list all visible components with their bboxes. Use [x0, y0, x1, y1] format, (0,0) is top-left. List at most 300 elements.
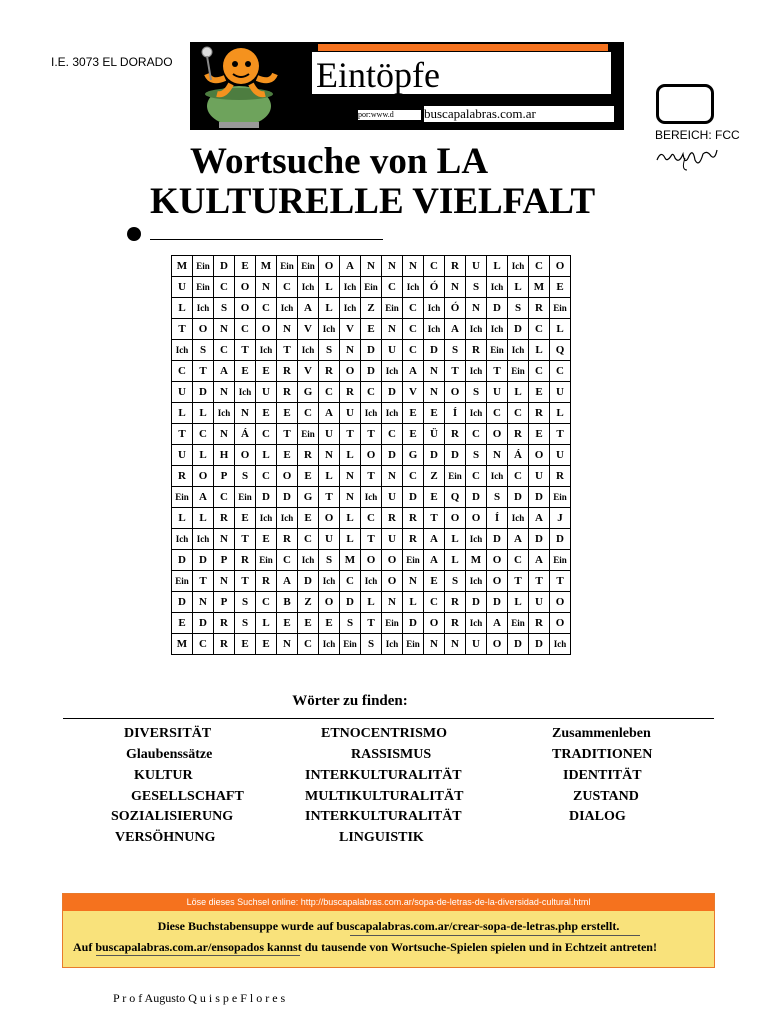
grid-cell: E [277, 445, 298, 466]
grid-cell: A [529, 550, 550, 571]
grid-cell: E [277, 403, 298, 424]
grid-cell: L [319, 466, 340, 487]
grid-cell: L [193, 508, 214, 529]
grid-cell: O [340, 361, 361, 382]
grid-cell: T [172, 424, 193, 445]
grid-cell: N [382, 466, 403, 487]
word-item: Glaubenssätze [126, 747, 213, 762]
grid-cell: T [193, 361, 214, 382]
grid-cell: L [172, 403, 193, 424]
grid-cell: M [172, 256, 193, 277]
grid-cell: D [487, 592, 508, 613]
grid-cell: C [487, 403, 508, 424]
grid-cell: Q [445, 487, 466, 508]
grid-cell: D [193, 613, 214, 634]
grid-cell: D [298, 571, 319, 592]
grid-cell: Ich [403, 277, 424, 298]
grid-cell: Ich [277, 508, 298, 529]
grid-cell: Ich [172, 340, 193, 361]
grid-cell: C [298, 403, 319, 424]
grid-cell: B [277, 592, 298, 613]
grid-cell: R [529, 613, 550, 634]
grid-cell: Ich [487, 466, 508, 487]
grid-cell: E [529, 424, 550, 445]
grid-cell: C [277, 550, 298, 571]
grid-cell: Ein [550, 298, 571, 319]
grid-cell: U [172, 445, 193, 466]
grid-cell: Ein [256, 550, 277, 571]
grid-row [172, 403, 571, 424]
grid-cell: Ein [508, 613, 529, 634]
grid-cell: L [487, 256, 508, 277]
grid-cell: D [508, 487, 529, 508]
grid-cell: Ich [319, 319, 340, 340]
grid-cell: C [424, 592, 445, 613]
grid-cell: L [340, 445, 361, 466]
grid-cell: A [277, 571, 298, 592]
grid-cell: A [424, 550, 445, 571]
grid-cell: M [256, 256, 277, 277]
grid-cell: T [340, 424, 361, 445]
grid-cell: Ó [445, 298, 466, 319]
grid-cell: R [529, 298, 550, 319]
grid-cell: D [550, 529, 571, 550]
grid-cell: V [340, 319, 361, 340]
footer-play-text: Auf buscapalabras.com.ar/ensopados kannst du tausende von Wortsuche-Spielen spielen und in Echtzeit antreten! [73, 940, 657, 954]
grid-cell: L [256, 613, 277, 634]
grid-cell: L [403, 592, 424, 613]
word-item: Zusammenleben [552, 726, 651, 741]
grid-cell: N [235, 403, 256, 424]
footer-online-link[interactable]: Löse dieses Suchsel online: http://buscapalabras.com.ar/sopa-de-letras-de-la-diversidad-cultural.html [63, 894, 714, 911]
grid-row [172, 277, 571, 298]
grid-cell: T [361, 424, 382, 445]
grid-cell: D [508, 319, 529, 340]
grid-cell: L [172, 298, 193, 319]
grid-cell: N [382, 256, 403, 277]
grid-cell: C [403, 319, 424, 340]
grid-cell: O [550, 256, 571, 277]
grid-cell: E [256, 361, 277, 382]
grid-cell: C [508, 403, 529, 424]
grid-cell: O [193, 319, 214, 340]
grid-cell: Ich [424, 319, 445, 340]
grid-cell: U [466, 256, 487, 277]
grid-cell: R [550, 466, 571, 487]
grid-cell: E [403, 424, 424, 445]
grid-cell: T [361, 466, 382, 487]
grid-cell: C [235, 319, 256, 340]
grid-cell: D [424, 445, 445, 466]
grid-cell: O [529, 445, 550, 466]
grid-cell: Ich [424, 298, 445, 319]
grid-cell: R [256, 571, 277, 592]
grid-cell: R [298, 445, 319, 466]
grid-cell: C [340, 571, 361, 592]
grid-cell: E [550, 277, 571, 298]
grid-cell: Ein [298, 256, 319, 277]
grid-cell: Ein [382, 613, 403, 634]
grid-cell: U [256, 382, 277, 403]
grid-cell: Ich [382, 403, 403, 424]
grid-cell: N [319, 445, 340, 466]
grid-cell: E [424, 487, 445, 508]
grid-cell: Ein [487, 340, 508, 361]
grid-cell: N [214, 424, 235, 445]
grid-cell: A [487, 613, 508, 634]
grid-cell: N [382, 319, 403, 340]
grid-cell: T [235, 340, 256, 361]
grid-cell: R [319, 361, 340, 382]
grid-cell: D [193, 550, 214, 571]
grid-cell: Q [550, 340, 571, 361]
grid-cell: T [424, 508, 445, 529]
grid-cell: H [214, 445, 235, 466]
grid-cell: O [550, 592, 571, 613]
grid-cell: D [487, 529, 508, 550]
grid-cell: L [193, 403, 214, 424]
grid-cell: T [445, 361, 466, 382]
banner-url: buscapalabras.com.ar [424, 106, 614, 122]
grid-cell: S [445, 340, 466, 361]
grid-cell: C [193, 424, 214, 445]
word-item: INTERKULTURALITÄT [305, 768, 462, 783]
grid-cell: Ein [403, 634, 424, 655]
grid-cell: S [445, 571, 466, 592]
grid-cell: T [361, 529, 382, 550]
grid-cell: R [214, 634, 235, 655]
grid-cell: T [550, 571, 571, 592]
grid-cell: S [508, 298, 529, 319]
grid-cell: U [172, 277, 193, 298]
grid-cell: E [256, 529, 277, 550]
grid-cell: O [445, 508, 466, 529]
word-item: IDENTITÄT [563, 768, 642, 783]
grid-cell: N [424, 634, 445, 655]
grid-cell: Ich [508, 256, 529, 277]
grid-cell: Ich [466, 571, 487, 592]
grid-cell: J [550, 508, 571, 529]
grid-cell: C [403, 340, 424, 361]
link-underline [350, 935, 640, 936]
grid-cell: E [256, 403, 277, 424]
grid-cell: N [214, 529, 235, 550]
grid-cell: D [445, 445, 466, 466]
grid-cell: A [529, 508, 550, 529]
grid-cell: U [172, 382, 193, 403]
grid-cell: T [235, 571, 256, 592]
grid-cell: N [340, 466, 361, 487]
school-name: I.E. 3073 EL DORADO [51, 55, 173, 69]
grid-cell: N [403, 571, 424, 592]
grid-cell: A [508, 529, 529, 550]
grid-cell: Ich [172, 529, 193, 550]
grid-cell: R [214, 613, 235, 634]
grid-cell: Ein [403, 550, 424, 571]
word-item: GESELLSCHAFT [131, 789, 244, 804]
grid-cell: Ein [235, 487, 256, 508]
grid-cell: O [277, 466, 298, 487]
grid-cell: Ein [172, 571, 193, 592]
word-item: MULTIKULTURALITÄT [305, 789, 464, 804]
grid-cell: G [298, 487, 319, 508]
grid-cell: S [193, 340, 214, 361]
grid-cell: L [340, 529, 361, 550]
grid-cell: O [382, 571, 403, 592]
grid-cell: M [466, 550, 487, 571]
grid-cell: Ich [214, 403, 235, 424]
grid-cell: D [277, 487, 298, 508]
grid-row [172, 571, 571, 592]
grid-cell: Ein [193, 256, 214, 277]
grid-cell: R [403, 529, 424, 550]
grid-cell: N [277, 634, 298, 655]
word-item: ZUSTAND [573, 789, 639, 804]
grid-cell: R [382, 508, 403, 529]
grid-cell: G [298, 382, 319, 403]
grid-cell: O [487, 424, 508, 445]
word-item: ETNOCENTRISMO [321, 726, 448, 741]
grid-cell: O [319, 256, 340, 277]
grid-cell: O [193, 466, 214, 487]
grid-row [172, 550, 571, 571]
grid-cell: R [277, 382, 298, 403]
grid-cell: Ich [508, 340, 529, 361]
grid-cell: D [487, 298, 508, 319]
grid-cell: O [424, 613, 445, 634]
grid-cell: D [529, 634, 550, 655]
grid-cell: Ein [361, 277, 382, 298]
name-line [150, 239, 383, 240]
grid-cell: U [319, 424, 340, 445]
letter-grid [171, 255, 571, 655]
grid-cell: C [382, 277, 403, 298]
grid-cell: Ein [550, 550, 571, 571]
area-label: BEREICH: FCC [655, 128, 740, 142]
link-underline [96, 955, 300, 956]
grid-cell: D [172, 550, 193, 571]
grid-cell: O [487, 571, 508, 592]
grid-cell: S [319, 550, 340, 571]
grid-row [172, 382, 571, 403]
grid-cell: D [403, 487, 424, 508]
word-item: VERSÖHNUNG [115, 830, 216, 845]
grid-cell: A [403, 361, 424, 382]
word-item: TRADITIONEN [552, 747, 653, 762]
grid-cell: L [445, 550, 466, 571]
word-item: DIALOG [569, 809, 626, 824]
grid-row [172, 361, 571, 382]
word-item: RASSISMUS [351, 747, 432, 762]
grid-cell: O [235, 277, 256, 298]
words-heading: Wörter zu finden: [292, 693, 408, 709]
grid-cell: C [361, 508, 382, 529]
grid-cell: L [550, 403, 571, 424]
word-item: LINGUISTIK [339, 830, 424, 845]
grid-row [172, 592, 571, 613]
grid-cell: U [382, 529, 403, 550]
grid-cell: Ein [550, 487, 571, 508]
grid-cell: O [235, 445, 256, 466]
grid-cell: E [235, 361, 256, 382]
grid-cell: U [382, 487, 403, 508]
page-title-line1: Wortsuche von LA [190, 141, 489, 182]
grid-cell: C [298, 634, 319, 655]
grid-cell: O [487, 550, 508, 571]
grid-row [172, 613, 571, 634]
word-item: DIVERSITÄT [124, 726, 212, 741]
grid-cell: R [445, 424, 466, 445]
grid-cell: C [256, 424, 277, 445]
grid-cell: Ich [256, 340, 277, 361]
grid-cell: N [340, 487, 361, 508]
grid-cell: E [256, 634, 277, 655]
footer-created-text: Diese Buchstabensuppe wurde auf buscapalabras.com.ar/crear-sopa-de-letras.php erstellt. [157, 919, 620, 933]
signature [655, 142, 720, 172]
grid-cell: Ich [550, 634, 571, 655]
grid-cell: C [277, 277, 298, 298]
grid-cell: S [235, 592, 256, 613]
grid-cell: R [277, 361, 298, 382]
grid-row [172, 445, 571, 466]
grid-cell: Í [487, 508, 508, 529]
grid-cell: S [340, 613, 361, 634]
grid-cell: T [550, 424, 571, 445]
grid-cell: U [487, 382, 508, 403]
grid-cell: A [193, 487, 214, 508]
grid-cell: U [319, 529, 340, 550]
grid-cell: Ein [445, 466, 466, 487]
grid-cell: S [214, 298, 235, 319]
grid-cell: C [466, 424, 487, 445]
grid-cell: V [298, 361, 319, 382]
grid-cell: C [193, 634, 214, 655]
grid-cell: N [277, 319, 298, 340]
grid-cell: C [361, 382, 382, 403]
grid-cell: N [403, 256, 424, 277]
grid-cell: Ein [382, 298, 403, 319]
grid-cell: D [361, 340, 382, 361]
grid-row [172, 634, 571, 655]
grid-cell: A [445, 319, 466, 340]
grid-cell: Ü [424, 424, 445, 445]
grid-cell: A [214, 361, 235, 382]
octopus-pot-icon [197, 44, 281, 130]
grid-cell: O [361, 445, 382, 466]
grid-cell: Ich [466, 529, 487, 550]
grid-cell: T [277, 340, 298, 361]
grid-cell: Ich [193, 298, 214, 319]
grid-cell: D [466, 487, 487, 508]
grid-cell: R [466, 340, 487, 361]
grid-cell: C [403, 466, 424, 487]
grid-row [172, 529, 571, 550]
grid-cell: T [361, 613, 382, 634]
grid-cell: R [340, 382, 361, 403]
grid-cell: Ich [256, 508, 277, 529]
grid-row [172, 298, 571, 319]
grid-cell: E [298, 466, 319, 487]
grid-cell: E [235, 508, 256, 529]
grid-cell: Ich [298, 340, 319, 361]
grid-cell: Z [298, 592, 319, 613]
grid-cell: N [361, 256, 382, 277]
grid-cell: C [529, 361, 550, 382]
grid-cell: D [382, 445, 403, 466]
grid-cell: P [214, 550, 235, 571]
grid-row [172, 487, 571, 508]
grid-cell: R [403, 508, 424, 529]
grid-cell: C [550, 361, 571, 382]
grid-cell: L [508, 277, 529, 298]
grid-cell: D [193, 382, 214, 403]
grid-cell: Ich [340, 277, 361, 298]
logo-box [656, 84, 714, 124]
grid-cell: Í [445, 403, 466, 424]
grid-cell: O [382, 550, 403, 571]
grid-cell: Ó [424, 277, 445, 298]
grid-cell: E [424, 403, 445, 424]
grid-cell: O [256, 319, 277, 340]
grid-cell: V [298, 319, 319, 340]
grid-cell: C [298, 529, 319, 550]
grid-cell: Z [424, 466, 445, 487]
grid-cell: Ich [235, 382, 256, 403]
grid-cell: A [424, 529, 445, 550]
grid-cell: Z [361, 298, 382, 319]
grid-cell: S [235, 613, 256, 634]
grid-cell: R [445, 256, 466, 277]
grid-cell: M [340, 550, 361, 571]
grid-cell: N [193, 592, 214, 613]
banner-title: Eintöpfe [316, 55, 440, 95]
grid-cell: C [508, 550, 529, 571]
grid-cell: Ich [298, 277, 319, 298]
grid-cell: N [256, 277, 277, 298]
grid-cell: O [487, 634, 508, 655]
word-item: INTERKULTURALITÄT [305, 809, 462, 824]
grid-cell: S [361, 634, 382, 655]
grid-cell: D [382, 382, 403, 403]
grid-cell: C [256, 592, 277, 613]
grid-cell: Ein [508, 361, 529, 382]
grid-cell: S [466, 445, 487, 466]
grid-cell: Ich [193, 529, 214, 550]
grid-row [172, 466, 571, 487]
grid-cell: O [361, 550, 382, 571]
grid-cell: Ich [508, 508, 529, 529]
grid-cell: D [529, 529, 550, 550]
grid-cell: U [340, 403, 361, 424]
grid-cell: D [466, 592, 487, 613]
grid-cell: R [172, 466, 193, 487]
grid-cell: Ich [361, 403, 382, 424]
banner-url-prefix: por:www.d [358, 110, 421, 120]
grid-cell: D [529, 487, 550, 508]
grid-cell: C [214, 487, 235, 508]
grid-cell: C [172, 361, 193, 382]
grid-cell: Ein [298, 424, 319, 445]
grid-cell: C [256, 298, 277, 319]
grid-cell: Ein [172, 487, 193, 508]
grid-cell: T [508, 571, 529, 592]
grid-cell: E [424, 571, 445, 592]
grid-row [172, 340, 571, 361]
grid-cell: A [340, 256, 361, 277]
grid-cell: E [298, 613, 319, 634]
grid-cell: C [508, 466, 529, 487]
grid-cell: N [487, 445, 508, 466]
